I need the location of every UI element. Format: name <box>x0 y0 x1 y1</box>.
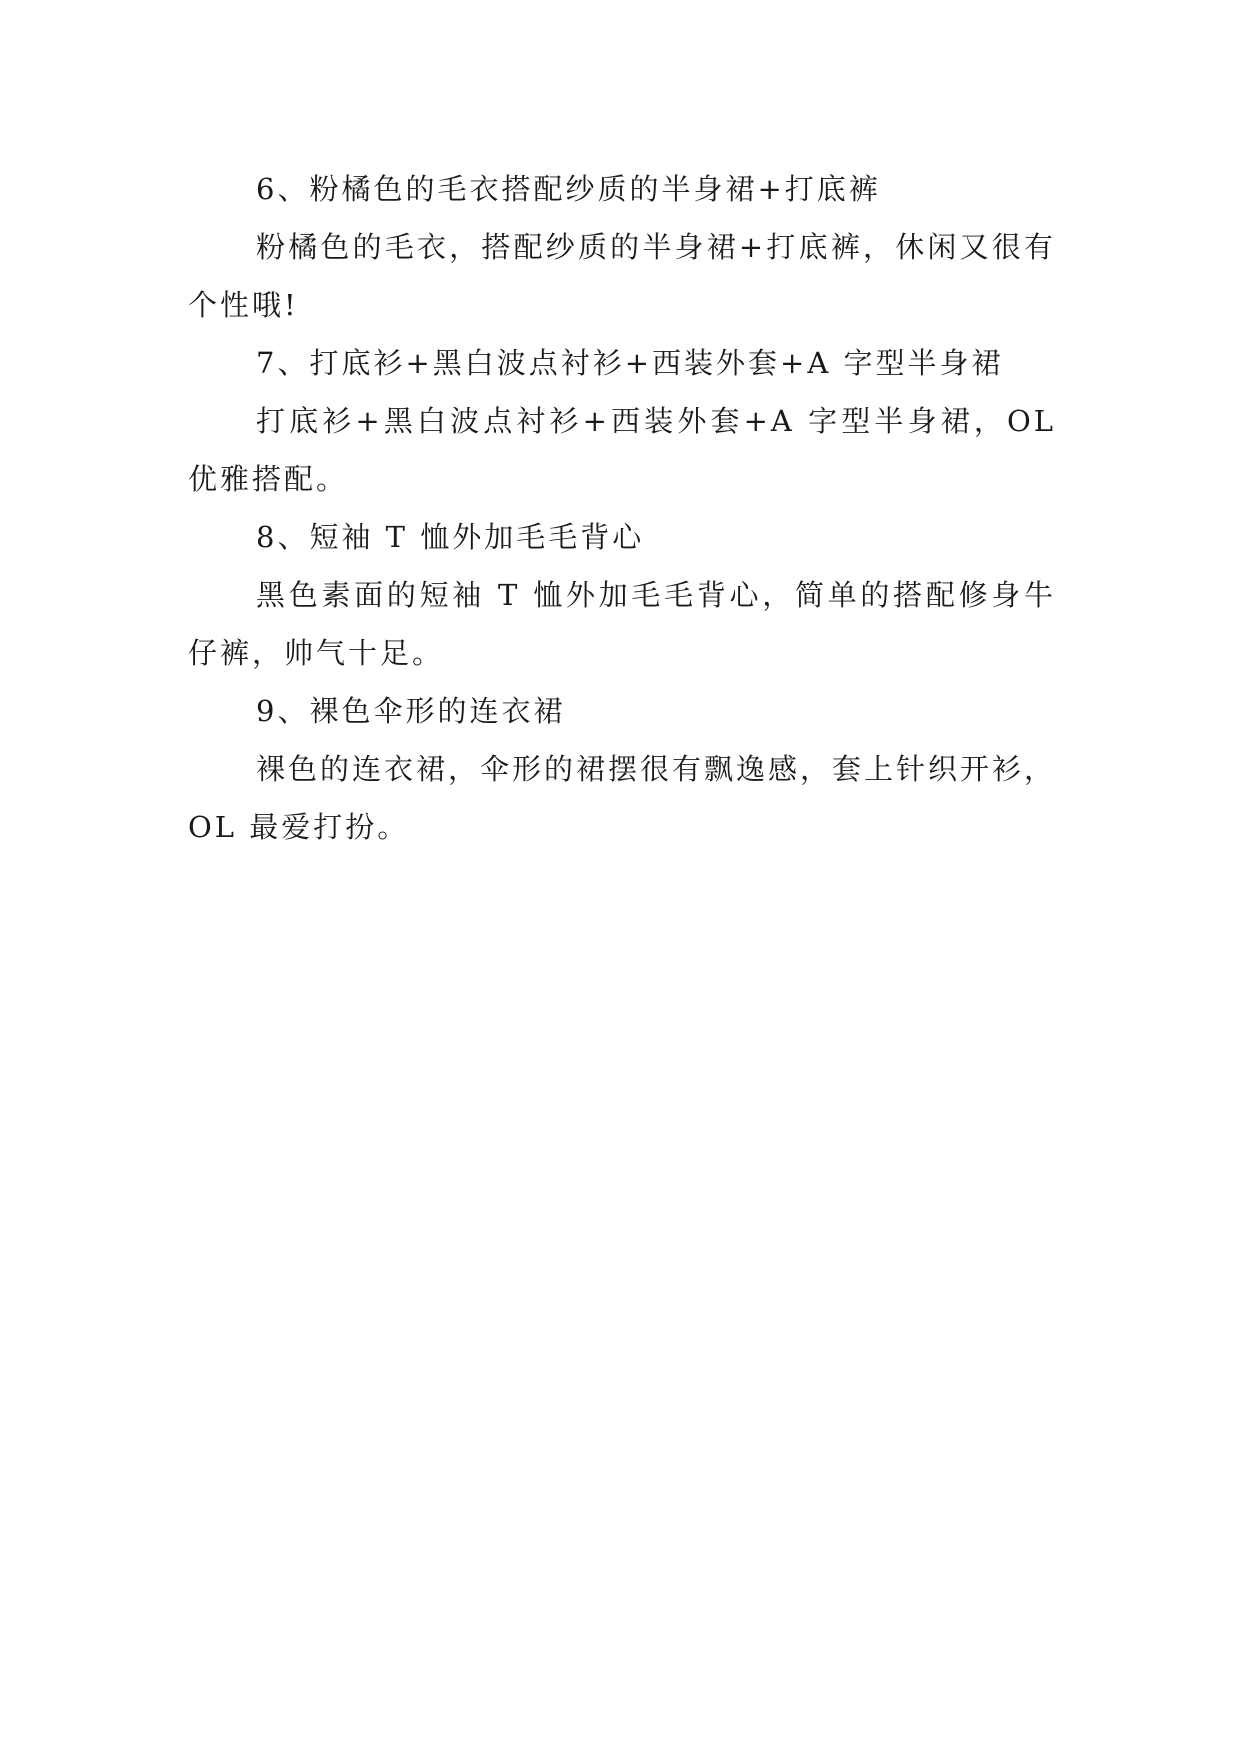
heading-item-9: 9、裸色伞形的连衣裙 <box>256 694 566 728</box>
document-body <box>188 160 1056 856</box>
heading-item-8: 8、短袖 T 恤外加毛毛背心 <box>256 520 645 554</box>
heading-item-7: 7、打底衫+黑白波点衬衫+西装外套+A 字型半身裙 <box>256 346 1004 380</box>
paragraph-item-6: 粉橘色的毛衣，搭配纱质的半身裙+打底裤，休闲又很有个性哦! <box>188 230 1056 322</box>
paragraph-item-8: 黑色素面的短袖 T 恤外加毛毛背心，简单的搭配修身牛仔裤，帅气十足。 <box>188 578 1056 670</box>
heading-item-6: 6、粉橘色的毛衣搭配纱质的半身裙+打底裤 <box>256 172 881 206</box>
paragraph-item-7: 打底衫+黑白波点衬衫+西装外套+A 字型半身裙，OL 优雅搭配。 <box>188 404 1056 496</box>
paragraph-item-9: 裸色的连衣裙，伞形的裙摆很有飘逸感，套上针织开衫，OL 最爱打扮。 <box>188 752 1057 844</box>
